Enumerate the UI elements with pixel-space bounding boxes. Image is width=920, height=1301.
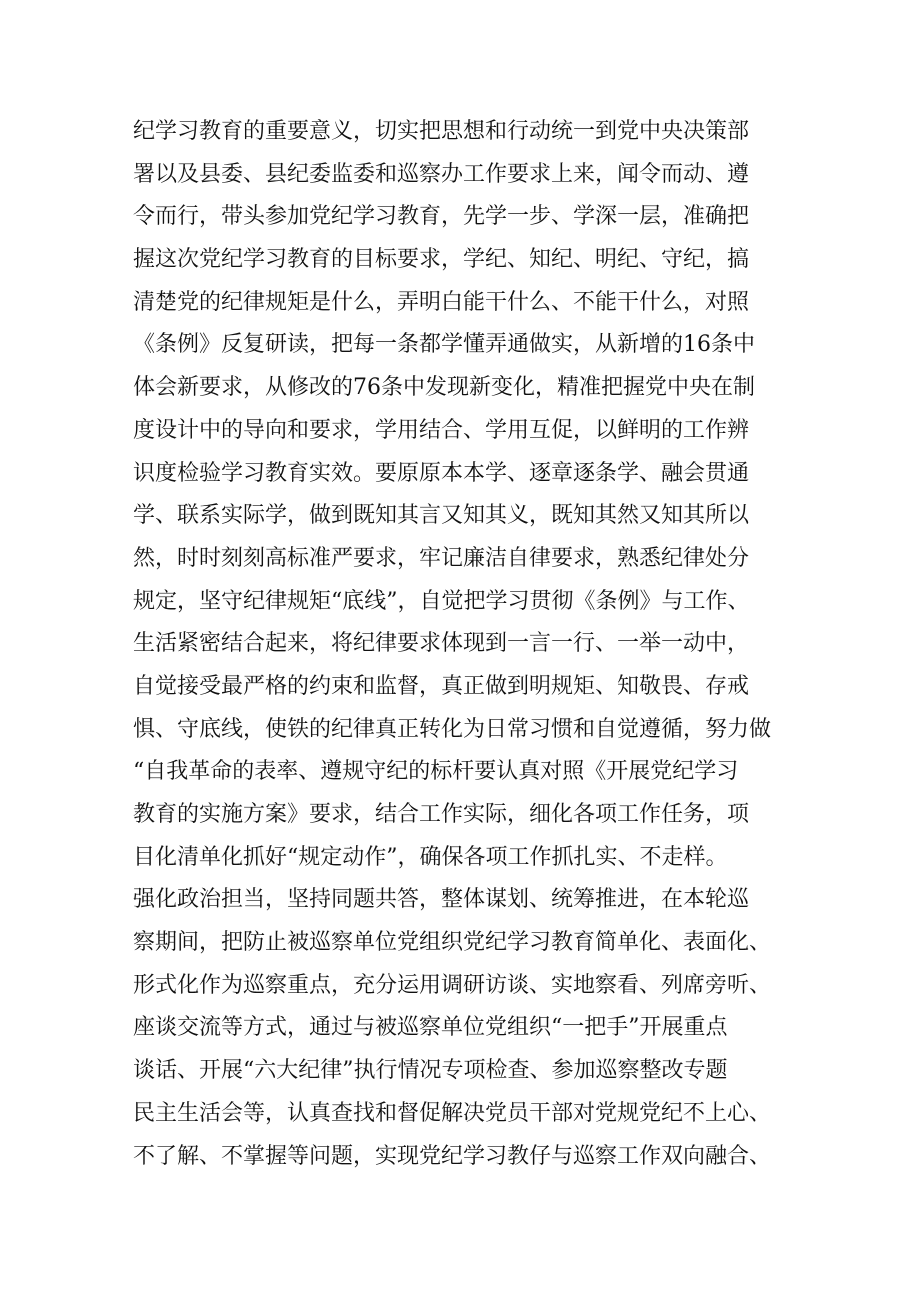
- text-line: 握这次党纪学习教育的目标要求，学纪、知纪、明纪、守纪，搞: [133, 247, 750, 273]
- text-line: 规定，坚守纪律规矩“底线”，自觉把学习贯彻《条例》与工作、: [133, 588, 750, 614]
- text-line: 《条例》反复研读，把每一条都学懂弄通做实，从新增的16条中: [133, 332, 755, 358]
- text-line: 教育的实施方案》要求，结合工作实际，细化各项工作任务，项: [133, 802, 750, 827]
- text-line: 自觉接受最严格的约束和监督，真正做到明规矩、知敬畏、存戒: [133, 673, 750, 699]
- text-line: 察期间，把防止被巡察单位党组织党纪学习教育简单化、表面化、: [133, 930, 772, 956]
- text-line: 识度检验学习教育实效。要原原本本学、逐章逐条学、融会贯通: [133, 460, 750, 486]
- text-line: 署以及县委、县纪委监委和巡察办工作要求上来，闻令而动、遵: [133, 161, 750, 187]
- body-text: [133, 111, 798, 1178]
- text-line: 学、联系实际学，做到既知其言又知其义，既知其然又知其所以: [133, 503, 750, 529]
- text-line: 令而行，带头参加党纪学习教育，先学一步、学深一层，准确把: [133, 204, 750, 230]
- text-line: 目化清单化抓好“规定动作”，确保各项工作抓扎实、不走样。: [133, 844, 728, 870]
- text-line: 度设计中的导向和要求，学用结合、学用互促，以鲜明的工作辨: [133, 417, 750, 443]
- text-line: 然，时时刻刻高标准严要求，牢记廉洁自律要求，熟悉纪律处分: [133, 545, 750, 571]
- text-line: 民主生活会等，认真查找和督促解决党员干部对党规党纪不上心、: [133, 1100, 772, 1126]
- text-line: “自我革命的表率、遵规守纪的标杆要认真对照《开展党纪学习: [133, 759, 739, 785]
- text-line: 形式化作为巡察重点，充分运用调研访谈、实地察看、列席旁听、: [133, 972, 772, 998]
- text-line: 谈话、开展“六大纪律”执行情况专项检查、参加巡察整改专题: [133, 1058, 728, 1084]
- text-line: 体会新要求，从修改的76条中发现新变化，精准把握党中央在制: [133, 375, 755, 401]
- text-line: 座谈交流等方式，通过与被巡察单位党组织“一把手”开展重点: [133, 1015, 728, 1041]
- text-line: 清楚党的纪律规矩是什么，弄明白能干什么、不能干什么，对照: [133, 289, 750, 315]
- text-line: 强化政治担当，坚持同题共答，整体谋划、统筹推进，在本轮巡: [133, 887, 750, 913]
- text-line: 惧、守底线，使铁的纪律真正转化为日常习惯和自觉遵循，努力做: [133, 716, 772, 742]
- text-line: 不了解、不掌握等问题，实现党纪学习教仔与巡察工作双向融合、: [133, 1143, 772, 1169]
- text-line: 纪学习教育的重要意义，切实把思想和行动统一到党中央决策部: [133, 119, 750, 144]
- text-line: 生活紧密结合起来，将纪律要求体现到一言一行、一举一动中，: [133, 631, 750, 657]
